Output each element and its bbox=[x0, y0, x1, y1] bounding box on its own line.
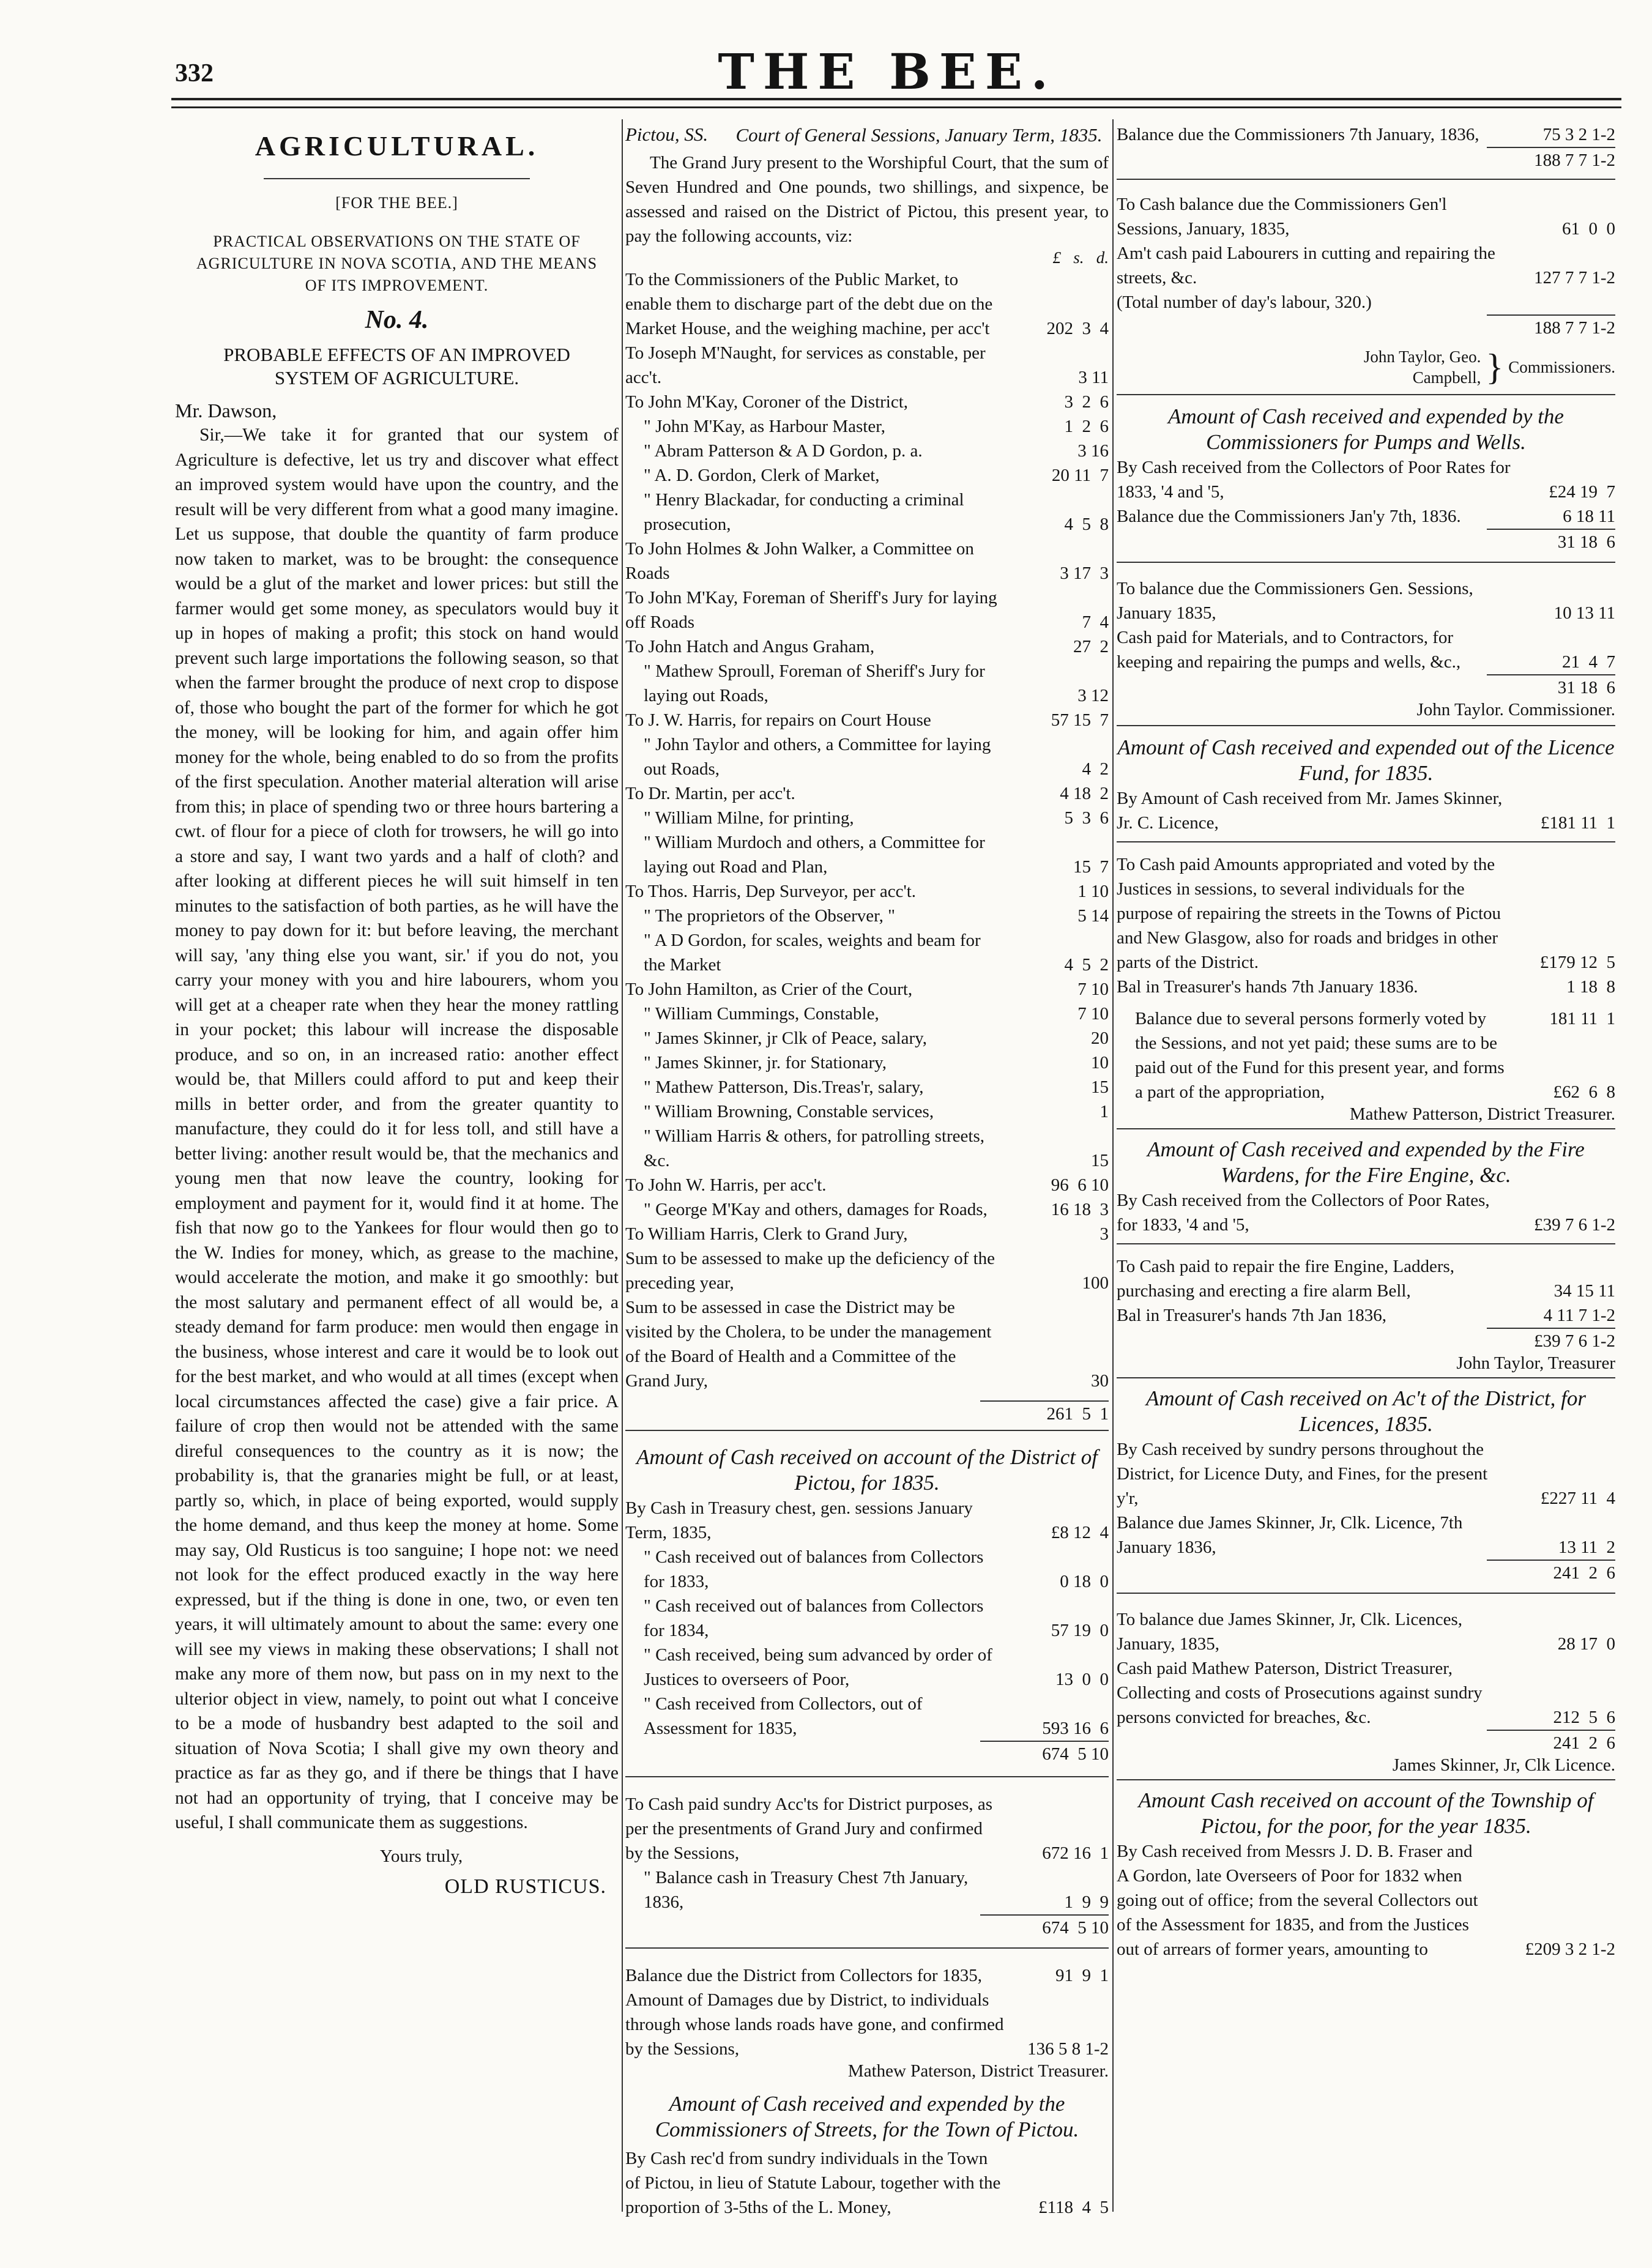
cash-paid-item bbox=[625, 1792, 1109, 1865]
cash-paid-item-text: " Balance cash in Treasury Chest 7th January, 1836, bbox=[644, 1868, 969, 1912]
section-rule bbox=[1117, 1377, 1615, 1378]
streets-paid-item bbox=[1117, 290, 1615, 314]
streets-title: Amount of Cash received and expended by the Commissioners of Streets, for the Town of Pictou. bbox=[655, 2092, 1079, 2141]
jury-item bbox=[625, 1075, 1109, 1099]
streets-role: Commissioners. bbox=[1508, 358, 1615, 376]
licences-received-item bbox=[1117, 1511, 1615, 1560]
column-agricultural bbox=[175, 122, 619, 1898]
cash-received-item bbox=[625, 1496, 1109, 1545]
pumps-received-item bbox=[1117, 455, 1615, 504]
jury-items bbox=[625, 267, 1109, 1393]
streets-first: By Cash rec'd from sundry individuals in the Town of Pictou, in lieu of Statute Labour, together with the proportion of 3-5ths of the L. Money, £118 4 5 bbox=[625, 2149, 1109, 2217]
licence-signature: Mathew Patterson, District Treasurer. bbox=[1349, 1104, 1615, 1124]
fire-title: Amount of Cash received and expended by the Fire Wardens, for the Fire Engine, &c. bbox=[1147, 1137, 1585, 1187]
balance-item-text: Balance due the District from Collectors for 1835, bbox=[625, 1966, 983, 1985]
jury-item-text: " James Skinner, jr Clk of Peace, salary, bbox=[644, 1028, 928, 1048]
jury-item bbox=[625, 586, 1109, 634]
fire-received: By Cash received from the Collectors of Poor Rates, for 1833, '4 and '5, £39 7 6 1-2 bbox=[1117, 1191, 1615, 1235]
jury-item-text: " Mathew Patterson, Dis.Treas'r, salary, bbox=[644, 1077, 924, 1097]
jury-item-amount: 3 2 6 bbox=[1064, 392, 1109, 412]
section-rule bbox=[625, 1430, 1109, 1431]
streets-paid-item-amount: 127 7 7 1-2 bbox=[1534, 268, 1615, 288]
pumps-paid-item bbox=[1117, 625, 1615, 674]
streets-paid-item-text: To Cash balance due the Commissioners Gen'l Sessions, January, 1835, bbox=[1117, 195, 1447, 239]
fire-paid-item-text: To Cash paid to repair the fire Engine, Ladders, purchasing and erecting a fire alarm Bell, bbox=[1117, 1257, 1455, 1301]
cash-received-item-text: " Cash received from Collectors, out of Assessment for 1835, bbox=[644, 1694, 923, 1738]
jury-item-text: To the Commissioners of the Public Market, to enable them to discharge part of the debt due on the Market House, and the weighing machine, per acc't bbox=[625, 270, 993, 338]
cash-received-item-amount: £8 12 4 bbox=[1051, 1523, 1109, 1542]
balance-item-amount: 136 5 8 1-2 bbox=[1027, 2039, 1109, 2059]
jury-item bbox=[625, 708, 1109, 732]
jury-item-amount: 202 3 4 bbox=[1046, 319, 1109, 338]
column-divider-2 bbox=[1112, 119, 1114, 2212]
pumps-total-2: 31 18 6 bbox=[1557, 678, 1615, 697]
pumps-signature: John Taylor. Commissioner. bbox=[1416, 700, 1615, 719]
jury-item-amount: 5 14 bbox=[1077, 906, 1109, 926]
jury-item-text: " Mathew Sproull, Foreman of Sheriff's Jury for laying out Roads, bbox=[644, 661, 985, 705]
cash-received-item-text: " Cash received, being sum advanced by order of Justices to overseers of Poor, bbox=[644, 1645, 992, 1689]
cash-received-item bbox=[625, 1643, 1109, 1692]
cash-received-item-amount: 593 16 6 bbox=[1042, 1719, 1109, 1738]
pumps-paid-item-text: Cash paid for Materials, and to Contractors, for keeping and repairing the pumps and wells, &c., bbox=[1117, 628, 1461, 672]
cash-paid bbox=[625, 1792, 1109, 1914]
jury-item bbox=[625, 537, 1109, 586]
streets-total-1: 188 7 7 1-2 bbox=[1534, 151, 1615, 170]
jury-item-text: " William Browning, Constable services, bbox=[644, 1102, 934, 1121]
jury-item-text: " John Taylor and others, a Committee for laying out Roads, bbox=[644, 735, 991, 779]
pumps-received-item-text: Balance due the Commissioners Jan'y 7th, 1836. bbox=[1117, 507, 1461, 526]
licences-paid bbox=[1117, 1607, 1615, 1730]
pumps-paid-item bbox=[1117, 576, 1615, 625]
signature: OLD RUSTICUS. bbox=[444, 1875, 606, 1898]
jury-item-text: To Dr. Martin, per acc't. bbox=[625, 784, 795, 803]
cash-received-item-text: " Cash received out of balances from Collectors for 1833, bbox=[644, 1547, 984, 1591]
section-rule bbox=[625, 1947, 1109, 1949]
jury-item bbox=[625, 1173, 1109, 1197]
jury-item-amount: 1 10 bbox=[1077, 882, 1109, 901]
jury-item-text: To John Holmes & John Walker, a Committee on Roads bbox=[625, 539, 974, 583]
jury-item bbox=[625, 463, 1109, 488]
section-rule bbox=[1117, 841, 1615, 842]
pumps-received-item-amount: 6 18 11 bbox=[1563, 507, 1615, 526]
section-heading: AGRICULTURAL. bbox=[255, 130, 539, 162]
jury-item bbox=[625, 781, 1109, 806]
closing: Yours truly, bbox=[379, 1846, 463, 1866]
jury-item bbox=[625, 1246, 1109, 1295]
jury-item-amount: 20 11 7 bbox=[1051, 466, 1109, 485]
jury-item-amount: 4 2 bbox=[1082, 759, 1109, 779]
cash-received-item-amount: 13 0 0 bbox=[1055, 1670, 1109, 1689]
jury-item-amount: 3 16 bbox=[1077, 441, 1109, 461]
fire-signature: John Taylor, Treasurer bbox=[1456, 1353, 1615, 1373]
streets-paid-item-text: Am't cash paid Labourers in cutting and repairing the streets, &c. bbox=[1117, 244, 1495, 288]
treasurer-signature: Mathew Paterson, District Treasurer. bbox=[847, 2061, 1109, 2081]
pumps-received-item-amount: £24 19 7 bbox=[1549, 482, 1615, 502]
jury-item-amount: 3 12 bbox=[1077, 686, 1109, 705]
jury-item bbox=[625, 659, 1109, 708]
jury-item-amount: 100 bbox=[1082, 1273, 1109, 1293]
jury-item bbox=[625, 1295, 1109, 1393]
jury-item bbox=[625, 488, 1109, 537]
licences-received bbox=[1117, 1437, 1615, 1560]
streets-balance: Balance due the Commissioners 7th January, 1836, 75 3 2 1-2 bbox=[1117, 125, 1615, 144]
jury-item-amount: 4 18 2 bbox=[1060, 784, 1109, 803]
jury-item-text: " James Skinner, jr. for Stationary, bbox=[644, 1053, 887, 1073]
cash-paid-item bbox=[625, 1865, 1109, 1914]
page-number: 332 bbox=[175, 59, 214, 87]
section-rule bbox=[1117, 1779, 1615, 1780]
jury-item bbox=[625, 1197, 1109, 1222]
cash-received bbox=[625, 1496, 1109, 1741]
pumps-title: Amount of Cash received and expended by the Commissioners for Pumps and Wells. bbox=[1168, 404, 1564, 454]
licence-paid-item bbox=[1117, 852, 1615, 975]
cash-paid-item-amount: 672 16 1 bbox=[1042, 1843, 1109, 1863]
licences-total-1: 241 2 6 bbox=[1553, 1563, 1615, 1583]
pumps-paid-item-amount: 21 4 7 bbox=[1562, 652, 1615, 672]
jury-item-text: " William Cummings, Constable, bbox=[644, 1004, 879, 1024]
pumps-paid-item-amount: 10 13 11 bbox=[1553, 603, 1615, 623]
cash-received-item-text: By Cash in Treasury chest, gen. sessions January Term, 1835, bbox=[625, 1498, 973, 1542]
streets-total-2: 188 7 7 1-2 bbox=[1534, 318, 1615, 338]
column-accounts: Balance due the Commissioners 7th January, 1836, 75 3 2 1-2 188 7 7 1-2 To Cash balance due the Commissioners Gen'l Sessions, January, 1835, 61 0 0 Am't cash paid Labourers in cutting and repairing the streets, &c. 127 7 7 1-2 (Total number of day's labour, 320.) 188 7 7 1-2 John Taylor, Geo. Campbell, } Commissioners. Amount of Cash received and expended by the Commissioners for Pumps and Wells. By Cash received from the Collectors of Poor Rates for 1833, '4 and '5, £24 19 7 Balance due the Commissioners Jan'y 7th, 1836. 6 18 11 31 18 6 To balance due the Commissioners Gen. Sessions, January 1835, 10 13 11 Cash paid for Materials, and to Contractors, for keeping and repairing the pumps and wells, &c., 21 4 7 31 18 6 John Taylor. Commissioner. Amount of Cash received and expended out of the Licence Fund, for 1835. By Amount of Cash received from Mr. James Skinner, Jr. C. Licence, £181 11 1 To Cash paid Amounts appropriated and voted by the Justices in sessions, to several individuals for the purpose of repairing the streets in the Towns of Pictou and New Glasgow, also for roads and bridges in other parts of the District. £179 12 5 Bal in Treasurer's hands 7th January 1836. 1 18 8 Balance due to several persons formerly voted by the Sessions, and not yet paid; these sums are to be paid out of the Fund for this present year, and forms a part of the appropriation, 181 11 1 £62 6 8 Mathew Patterson, District Treasurer. Amount of Cash received and expended by the Fire Wardens, for the Fire Engine, &c. By Cash received from the Collectors of Poor Rates, for 1833, '4 and '5, £39 7 6 1-2 To Cash paid to repair the fire Engine, Ladders, purchasing and erecting a fire alarm Bell, 34 15 11 Bal in Treasurer's hands 7th Jan 1836, 4 11 7 1-2 £39 7 6 1-2 John Taylor, Treasurer Amount of Cash received on Ac't of the District, for Licences, 1835. By Cash received by sundry persons throughout the District, for Licence Duty, and Fines, for the present y'r, £227 11 4 Balance due James Skinner, Jr, Clk. Licence, 7th January 1836, 13 11 2 241 2 6 To balance due James Skinner, Jr, Clk. Licences, January, 1835, 28 17 0 Cash paid Mathew Paterson, District Treasurer, Collecting and costs of Prosecutions against sundry persons convicted for breaches, &c. 212 5 6 241 2 6 James Skinner, Jr, Clk Licence. Amount Cash received on account of the Township of Pictou, for the poor, for the year 1835. By Cash received from Messrs J. D. B. Fraser and A Gordon, late Overseers of Poor for 1832 when going out of office; from the several Collectors out of the Assessment for 1835, and from the Justices out of arrears of former years, amounting to £209 3 2 1-2 bbox=[1117, 122, 1615, 1961]
jury-item-amount: 4 5 8 bbox=[1064, 515, 1109, 534]
jury-item-text: " William Harris & others, for patrolling streets, &c. bbox=[644, 1126, 984, 1170]
jury-item-text: To Thos. Harris, Dep Surveyor, per acc't. bbox=[625, 882, 917, 901]
masthead: THE BEE. bbox=[718, 43, 1057, 100]
jury-item bbox=[625, 390, 1109, 414]
balance-item bbox=[625, 1988, 1109, 2061]
jury-item-amount: 3 11 bbox=[1078, 368, 1109, 387]
jury-item-amount: 5 3 6 bbox=[1064, 808, 1109, 828]
pumps-received bbox=[1117, 455, 1615, 529]
licence-fund-title: Amount of Cash received and expended out of the Licence Fund, for 1835. bbox=[1117, 735, 1615, 785]
number-heading: No. 4. bbox=[365, 306, 429, 334]
cash-paid-item-amount: 1 9 9 bbox=[1064, 1892, 1109, 1912]
jury-item bbox=[625, 904, 1109, 928]
jury-item-amount: 7 10 bbox=[1077, 1004, 1109, 1024]
section-rule bbox=[1117, 1128, 1615, 1129]
licence-paid bbox=[1117, 852, 1615, 999]
jury-item-amount: 10 bbox=[1091, 1053, 1109, 1073]
jury-item bbox=[625, 1026, 1109, 1050]
cash-received-item bbox=[625, 1594, 1109, 1643]
licence-paid-item-amount: £179 12 5 bbox=[1539, 953, 1615, 972]
fire-paid-item-amount: 34 15 11 bbox=[1553, 1281, 1615, 1301]
section-rule bbox=[625, 1776, 1109, 1777]
jury-item-text: To John M'Kay, Coroner of the District, bbox=[625, 392, 909, 412]
jury-item-text: To William Harris, Clerk to Grand Jury, bbox=[625, 1224, 908, 1244]
streets-paid-item-text: (Total number of day's labour, 320.) bbox=[1117, 292, 1372, 312]
licence-bracket-total: 181 11 1 bbox=[1549, 1009, 1615, 1028]
jury-item bbox=[625, 1124, 1109, 1173]
section-rule bbox=[264, 178, 530, 179]
licences-received-item-text: By Cash received by sundry persons throughout the District, for Licence Duty, and Fines, for the present y'r, bbox=[1117, 1440, 1488, 1508]
section-rule bbox=[1117, 1243, 1615, 1244]
jury-item bbox=[625, 267, 1109, 341]
licences-title: Amount of Cash received on Ac't of the District, for Licences, 1835. bbox=[1145, 1386, 1587, 1436]
jury-item-text: " The proprietors of the Observer, " bbox=[644, 906, 895, 926]
balance-item-amount: 91 9 1 bbox=[1055, 1966, 1109, 1985]
jury-item-text: " A D Gordon, for scales, weights and beam for the Market bbox=[644, 931, 981, 975]
jury-item-text: To John M'Kay, Foreman of Sheriff's Jury for laying off Roads bbox=[625, 588, 997, 632]
jury-item bbox=[625, 414, 1109, 439]
licences-received-item bbox=[1117, 1437, 1615, 1511]
cash-received-item-amount: 57 19 0 bbox=[1051, 1621, 1109, 1640]
jury-item bbox=[625, 341, 1109, 390]
jury-item-amount: 7 10 bbox=[1077, 980, 1109, 999]
streets-signatures: John Taylor, Geo. Campbell, bbox=[1363, 348, 1481, 387]
section-rule bbox=[1117, 562, 1615, 563]
article-body: Sir,—We take it for granted that our system of Agriculture is defective, let us try and discover what effect an improved system would have upon the country, and the result will be very different from what a good many imagine. Let us suppose, that double the quantity of farm produce now taken to market, was to be brought: the consequence would be a glut of the market and lower prices: but still the farmer would get some money, as speculators would buy it up in hopes of making a profit; this stock on hand would prevent such large importations the following season, so that when the farmer brought the produce of next crop to dispose of, those who bought the part of the former for which he got the money, will be looking for him, and again offer him money for the whole, being enabled to do so from the profits of the first speculation. Another material alteration will arise from this; in place of spending two or three hours bartering a cwt. of flour for a piece of cloth for trowsers, he will go into a store and say, I want two yards and a half of cloth? and after looking at different pieces he will suit himself in ten minutes to the satisfaction of both parties, as he will have the money to pay down for it: but before leaving, the merchant will say, 'any thing else you want, sir.' if you do not, you carry your money with you and hire labourers, whom you will get at a cheaper rate when they hear the money rattling in your pocket; this labour will increase the disposable produce, and so on, in an increased ratio: another effect would be, that Millers could afford to put and keep their mills in better order, and from the greater quantity to manufacture, they could do it for less toll, and still have a better living: another result would be, that the mechanics and young men that now leave the country, looking for employment and payment for it, would find it at home. The fish that now go to the Yankees for flour would then go to the W. Indies for money, which, as grease to the machine, would accelerate the motion, and make it go smoothly: but the most salutary and permanent effect of all would be, a steady demand for farm produce: men would then engage in the business, whose interest and care it would be to look out for the best market, and who would at all times (except when local circumstances affected the case) give a fair price. A failure of crop then would not be attended with the same direful consequences to the country as it is now; the probability is, that the granaries might be full, or at least, partly so, which, in place of being exported, would supply the home demand, and thus keep the money at home. Some may say, Old Rusticus is too sanguine; I hope not: we need not look for the effect produced exactly in the way here expressed, but if the thing is done in one, two, or even ten years, it will ultimately amount to about the same: every one will see my views in making these observations; I shall not make any more of them now, but pass on in my next to the ulterior object in view, namely, to point out what I conceive to be a mode of husbandry best adapted to the soil and situation of Nova Scotia; I shall give my own theory and practice as far as they go, and if there be things that I have not had an opportunity of trying, that I conceive may be useful, I shall communicate them as suggestions. bbox=[175, 425, 619, 1832]
jury-item bbox=[625, 634, 1109, 659]
jury-item bbox=[625, 1002, 1109, 1026]
court-heading: Court of General Sessions, January Term, 1835. bbox=[735, 124, 1103, 146]
cash-paid-item-text: To Cash paid sundry Acc'ts for District purposes, as per the presentments of Grand Jury and confirmed by the Sessions, bbox=[625, 1794, 993, 1863]
salutation: Mr. Dawson, bbox=[175, 400, 277, 422]
licences-paid-item-text: Cash paid Mathew Paterson, District Treasurer, Collecting and costs of Prosecutions against sundry persons convicted for breaches, &c. bbox=[1117, 1659, 1483, 1727]
licence-paid-item-text: Bal in Treasurer's hands 7th January 1836. bbox=[1117, 977, 1418, 997]
fire-paid-item-text: Bal in Treasurer's hands 7th Jan 1836, bbox=[1117, 1306, 1387, 1325]
jury-item-text: " John M'Kay, as Harbour Master, bbox=[644, 417, 885, 436]
streets-paid-item-amount: 61 0 0 bbox=[1562, 219, 1615, 239]
jury-item bbox=[625, 977, 1109, 1002]
licences-paid-item-text: To balance due James Skinner, Jr, Clk. Licences, January, 1835, bbox=[1117, 1610, 1463, 1654]
jury-item-amount: 15 7 bbox=[1073, 857, 1109, 877]
jury-item-amount: 96 6 10 bbox=[1051, 1175, 1109, 1195]
cash-received-item-amount: 0 18 0 bbox=[1060, 1572, 1109, 1591]
fire-paid-item bbox=[1117, 1303, 1615, 1328]
fire-paid-item-amount: 4 11 7 1-2 bbox=[1543, 1306, 1615, 1325]
licence-note-amount: £62 6 8 bbox=[1553, 1082, 1615, 1102]
jury-item-amount: 7 4 bbox=[1082, 612, 1109, 632]
jury-item-text: To John Hamilton, as Crier of the Court, bbox=[625, 980, 913, 999]
poor-received: By Cash received from Messrs J. D. B. Fraser and A Gordon, late Overseers of Poor for 1832 when going out of office; from the several Collectors out of the Assessment for 1835, and from the Justices out of arrears of former years, amounting to £209 3 2 1-2 bbox=[1117, 1842, 1615, 1959]
licence-paid-item bbox=[1117, 975, 1615, 999]
jury-item-amount: 27 2 bbox=[1073, 637, 1109, 656]
licences-received-item-amount: £227 11 4 bbox=[1540, 1489, 1615, 1508]
jury-item-text: To Joseph M'Naught, for services as constable, per acc't. bbox=[625, 343, 986, 387]
jury-item-text: " William Milne, for printing, bbox=[644, 808, 854, 828]
series-title: PRACTICAL OBSERVATIONS ON THE STATE OF AGRICULTURE IN NOVA SCOTIA, AND THE MEANS OF ITS IMPROVEMENT. bbox=[196, 232, 598, 294]
jury-item-text: " William Murdoch and others, a Committee for laying out Road and Plan, bbox=[644, 833, 985, 877]
licences-total-2: 241 2 6 bbox=[1553, 1733, 1615, 1753]
jury-item-amount: 20 bbox=[1091, 1028, 1109, 1048]
streets-paid-item bbox=[1117, 192, 1615, 241]
jury-item-amount: 16 18 3 bbox=[1051, 1200, 1109, 1219]
section-rule bbox=[1117, 725, 1615, 726]
streets-paid bbox=[1117, 192, 1615, 314]
licence-paid-item-text: To Cash paid Amounts appropriated and voted by the Justices in sessions, to several individuals for the purpose of repairing the streets in the Towns of Pictou and New Glasgow, also for roads and bridges in other parts of the District. bbox=[1117, 855, 1501, 972]
jury-item-text: To J. W. Harris, for repairs on Court House bbox=[625, 710, 931, 730]
place-label: Pictou, SS. bbox=[625, 124, 709, 145]
jury-item-text: " Henry Blackadar, for conducting a criminal prosecution, bbox=[644, 490, 964, 534]
jury-item bbox=[625, 1099, 1109, 1124]
licences-received-item-amount: 13 11 2 bbox=[1558, 1537, 1615, 1557]
column-divider-1 bbox=[622, 119, 623, 2212]
jury-item-amount: 15 bbox=[1091, 1077, 1109, 1097]
fire-paid-item bbox=[1117, 1254, 1615, 1303]
licence-paid-item-amount: 1 18 8 bbox=[1566, 977, 1615, 997]
pumps-total-1: 31 18 6 bbox=[1557, 532, 1615, 552]
masthead-rule bbox=[171, 98, 1621, 108]
jury-item bbox=[625, 732, 1109, 781]
jury-item bbox=[625, 928, 1109, 977]
jury-item-text: " George M'Kay and others, damages for Roads, bbox=[644, 1200, 988, 1219]
jury-item-text: " A. D. Gordon, Clerk of Market, bbox=[644, 466, 880, 485]
pumps-paid-item-text: To balance due the Commissioners Gen. Sessions, January 1835, bbox=[1117, 579, 1473, 623]
cash-received-item-text: " Cash received out of balances from Collectors for 1834, bbox=[644, 1596, 984, 1640]
jury-item-amount: 30 bbox=[1091, 1371, 1109, 1391]
jury-item bbox=[625, 1222, 1109, 1246]
jury-item-amount: 1 2 6 bbox=[1064, 417, 1109, 436]
column-sessions bbox=[625, 122, 1109, 2220]
cash-received-item bbox=[625, 1692, 1109, 1741]
jury-item-amount: 15 bbox=[1091, 1151, 1109, 1170]
fire-paid bbox=[1117, 1254, 1615, 1328]
cash-title: Amount of Cash received on account of the District of Pictou, for 1835. bbox=[636, 1445, 1098, 1495]
poor-title: Amount Cash received on account of the Township of Pictou, for the poor, for the year 1835. bbox=[1138, 1788, 1594, 1838]
jury-item-text: Sum to be assessed in case the District may be visited by the Cholera, to be under the management of the Board of Health and a Committee of the Grand Jury, bbox=[625, 1298, 992, 1391]
pumps-received-item-text: By Cash received from the Collectors of Poor Rates for 1833, '4 and '5, bbox=[1117, 458, 1511, 502]
jury-item-amount: 4 5 2 bbox=[1064, 955, 1109, 975]
licences-paid-item bbox=[1117, 1607, 1615, 1656]
jury-item-amount: 3 bbox=[1099, 1224, 1109, 1244]
streets-paid-item bbox=[1117, 241, 1615, 290]
jury-item-amount: 3 17 3 bbox=[1060, 563, 1109, 583]
licences-signature: James Skinner, Jr, Clk Licence. bbox=[1392, 1755, 1615, 1775]
cash-received-item bbox=[625, 1545, 1109, 1594]
jury-item bbox=[625, 439, 1109, 463]
fire-total: £39 7 6 1-2 bbox=[1534, 1331, 1615, 1351]
section-rule bbox=[1117, 179, 1615, 180]
jury-item-text: Sum to be assessed to make up the deficiency of the preceding year, bbox=[625, 1249, 995, 1293]
pumps-received-item bbox=[1117, 504, 1615, 529]
jury-item-amount: 57 15 7 bbox=[1051, 710, 1109, 730]
licences-paid-item-amount: 28 17 0 bbox=[1557, 1634, 1615, 1654]
jury-item bbox=[625, 879, 1109, 904]
jury-item-text: " Abram Patterson & A D Gordon, p. a. bbox=[644, 441, 923, 461]
jury-item bbox=[625, 830, 1109, 879]
licences-received-item-text: Balance due James Skinner, Jr, Clk. Licence, 7th January 1836, bbox=[1117, 1513, 1463, 1557]
section-rule bbox=[1117, 1593, 1615, 1594]
licence-received: By Amount of Cash received from Mr. James Skinner, Jr. C. Licence, £181 11 1 bbox=[1117, 789, 1615, 833]
section-rule bbox=[1117, 394, 1615, 395]
licence-note: Balance due to several persons formerly voted by the Sessions, and not yet paid; these sums are to be paid out of the Fund for this present year, and forms a part of the appropriation, 181 11 1 £62 6 8 bbox=[1117, 1006, 1615, 1104]
jury-item bbox=[625, 806, 1109, 830]
licences-paid-item bbox=[1117, 1656, 1615, 1730]
currency-head: £ s. d. bbox=[1052, 248, 1109, 267]
pumps-paid bbox=[1117, 576, 1615, 674]
cash-paid-total: 674 5 10 bbox=[1042, 1918, 1109, 1938]
for-bee-note: [FOR THE BEE.] bbox=[335, 194, 458, 212]
licences-paid-item-amount: 212 5 6 bbox=[1553, 1708, 1615, 1727]
balance-item bbox=[625, 1963, 1109, 1988]
article-title: PROBABLE EFFECTS OF AN IMPROVED SYSTEM OF AGRICULTURE. bbox=[223, 344, 570, 389]
jury-item-amount: 1 bbox=[1099, 1102, 1109, 1121]
balances bbox=[625, 1963, 1109, 2061]
balance-item-text: Amount of Damages due by District, to individuals through whose lands roads have gone, and confirmed by the Sessions, bbox=[625, 1990, 1004, 2059]
jury-intro: The Grand Jury present to the Worshipful Court, that the sum of Seven Hundred and One pounds, two shillings, and sixpence, be assessed and raised on the District of Pictou, this present year, to pay the following accounts, viz: bbox=[625, 153, 1109, 246]
jury-item bbox=[625, 1050, 1109, 1075]
jury-item-text: To John W. Harris, per acc't. bbox=[625, 1175, 827, 1195]
jury-total: 261 5 1 bbox=[1046, 1404, 1109, 1424]
cash-received-total: 674 5 10 bbox=[1042, 1744, 1109, 1764]
jury-item-text: To John Hatch and Angus Graham, bbox=[625, 637, 875, 656]
